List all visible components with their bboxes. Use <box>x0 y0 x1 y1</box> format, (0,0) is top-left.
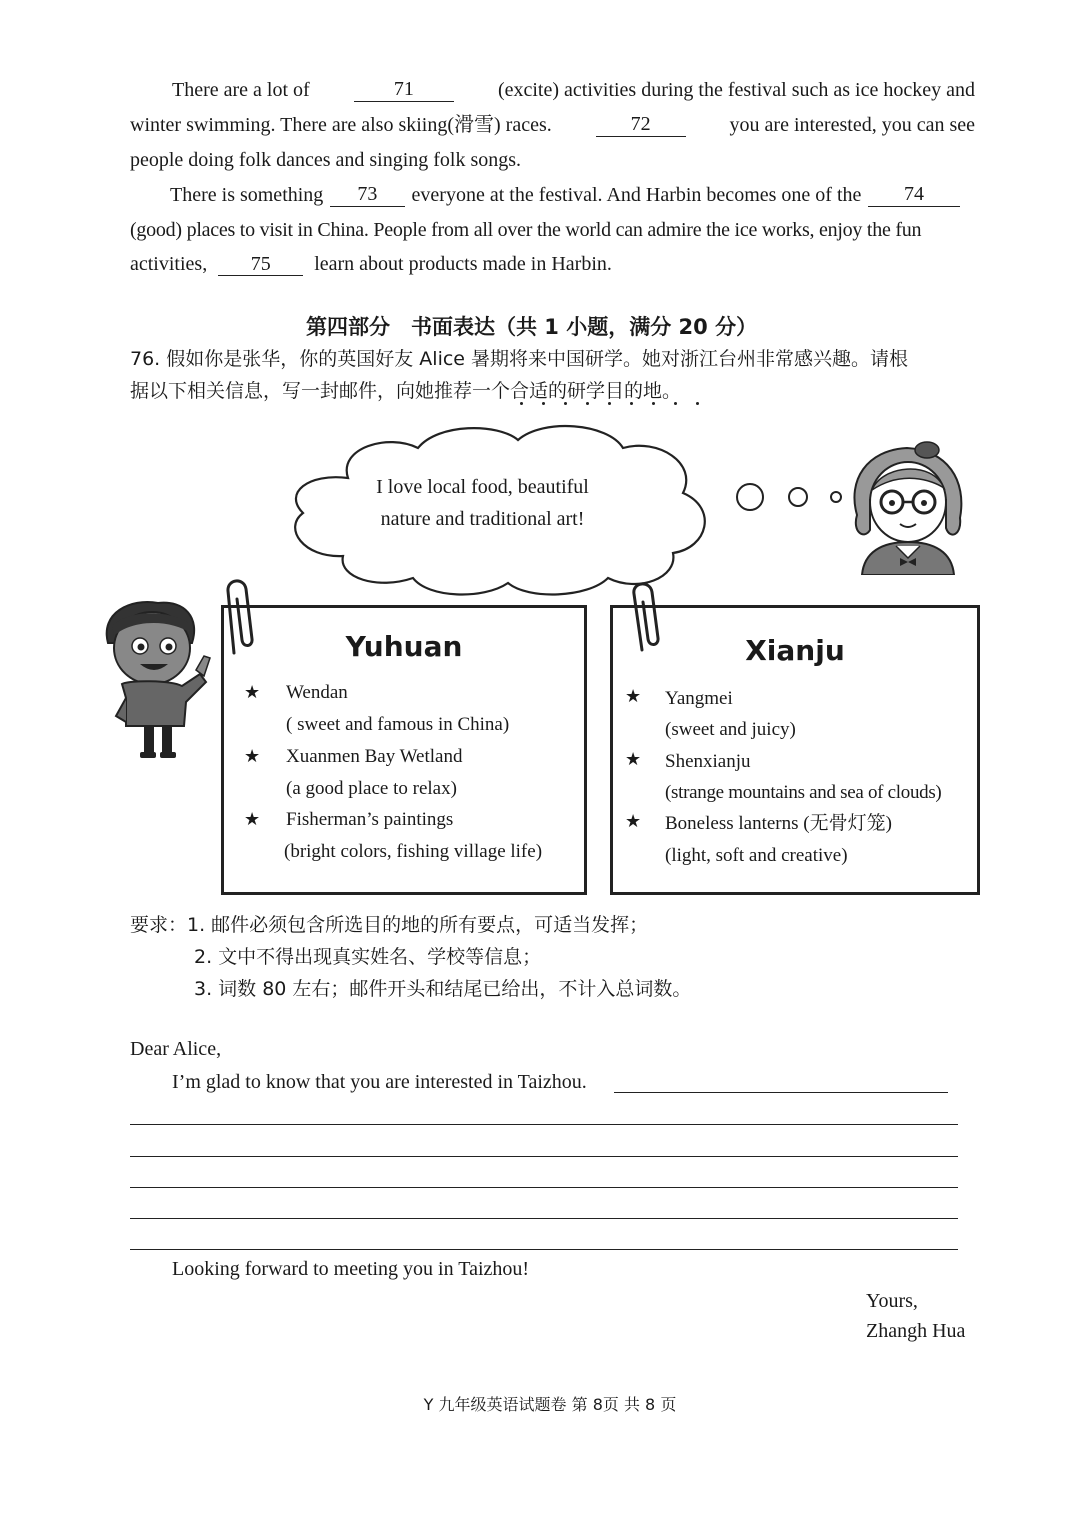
emphasis-dot <box>520 402 523 405</box>
blank-71: 71 <box>354 78 454 102</box>
letter-opening: I’m glad to know that you are interested in Taizhou. <box>172 1071 587 1093</box>
xianju-item-1: Yangmei <box>665 688 733 709</box>
yuhuan-item-3-desc: (bright colors, fishing village life) <box>284 841 543 862</box>
text: There is something <box>170 184 324 206</box>
text: There are a lot of <box>172 79 310 101</box>
emphasis-dot <box>608 402 611 405</box>
writing-line[interactable] <box>130 1249 958 1250</box>
thought-dots <box>732 480 847 515</box>
requirements-label: 要求： <box>130 914 188 936</box>
emphasis-dot <box>630 402 633 405</box>
paperclip-icon <box>222 573 262 661</box>
emphasis-dot <box>564 402 567 405</box>
requirements <box>130 910 648 937</box>
emphasis-dot <box>542 402 545 405</box>
star-icon: ★ <box>244 809 261 830</box>
letter-greeting: Dear Alice, <box>130 1038 222 1060</box>
section-title: 第四部分 书面表达（共 1 小题，满分 20 分） <box>306 315 758 339</box>
bubble-line-1: I love local food, beautiful <box>376 476 589 498</box>
cloze-line-4 <box>170 183 960 207</box>
question-line-1: 76. 假如你是张华，你的英国好友 Alice 暑期将来中国研学。她对浙江台州非常感兴趣。请根 <box>130 348 909 370</box>
writing-line[interactable] <box>614 1092 948 1093</box>
cloze-line-6 <box>130 252 612 276</box>
requirement-2: 2. 文中不得出现真实姓名、学校等信息； <box>194 946 542 968</box>
emphasis-dot <box>652 402 655 405</box>
letter-sign-name: Zhangh Hua <box>866 1320 966 1342</box>
star-icon: ★ <box>244 682 261 703</box>
text: you are interested, you can see <box>729 114 975 136</box>
blank-72: 72 <box>596 113 686 137</box>
requirement-3: 3. 词数 80 左右；邮件开头和结尾已给出，不计入总词数。 <box>194 978 692 1000</box>
card-yuhuan <box>221 605 587 895</box>
cloze-line-1 <box>172 78 975 102</box>
blank-74: 74 <box>868 183 960 207</box>
yuhuan-item-3: Fisherman’s paintings <box>286 809 454 830</box>
bubble-line-2: nature and traditional art! <box>380 508 585 530</box>
yuhuan-item-1: Wendan <box>286 682 348 703</box>
star-icon: ★ <box>625 811 642 832</box>
writing-line[interactable] <box>130 1156 958 1157</box>
writing-line[interactable] <box>130 1124 958 1125</box>
text: learn about products made in Harbin. <box>314 253 612 275</box>
xianju-item-2-desc: (strange mountains and sea of clouds) <box>665 782 942 803</box>
xianju-item-2: Shenxianju <box>665 751 751 772</box>
emphasis-dot <box>696 402 699 405</box>
writing-line[interactable] <box>130 1187 958 1188</box>
girl-illustration <box>842 440 972 575</box>
letter-sign-yours: Yours, <box>866 1290 918 1312</box>
paperclip-icon <box>628 576 668 656</box>
page-footer: Y 九年级英语试题卷 第 8页 共 8 页 <box>423 1395 677 1414</box>
text: (excite) activities during the festival such as ice hockey and <box>497 79 975 101</box>
xianju-item-3: Boneless lanterns (无骨灯笼) <box>665 813 892 834</box>
cloze-line-2 <box>130 113 975 137</box>
yuhuan-item-2: Xuanmen Bay Wetland <box>286 746 463 767</box>
xianju-item-1-desc: (sweet and juicy) <box>665 719 796 740</box>
letter-closing: Looking forward to meeting you in Taizhou! <box>172 1258 530 1280</box>
cloze-line-5: (good) places to visit in China. People from all over the world can admire the ice works, enjoy the fun <box>130 219 922 241</box>
boy-illustration <box>100 598 218 760</box>
emphasis-dot <box>674 402 677 405</box>
cloze-line-3: people doing folk dances and singing folk songs. <box>130 149 522 171</box>
yuhuan-item-1-desc: ( sweet and famous in China) <box>286 714 510 735</box>
star-icon: ★ <box>244 746 261 767</box>
card-yuhuan-title: Yuhuan <box>345 630 463 663</box>
bubble-text <box>300 471 665 535</box>
card-xianju-title: Xianju <box>745 634 845 667</box>
question-line-2: 据以下相关信息，写一封邮件，向她推荐一个合适的研学目的地。 <box>130 380 682 402</box>
star-icon: ★ <box>625 749 642 770</box>
text: activities, <box>130 253 208 275</box>
blank-75: 75 <box>218 253 303 276</box>
star-icon: ★ <box>625 686 642 707</box>
blank-73: 73 <box>330 183 405 207</box>
text: winter swimming. There are also skiing(滑雪) races. <box>130 114 552 136</box>
emphasis-dot <box>586 402 589 405</box>
xianju-item-3-desc: (light, soft and creative) <box>665 845 848 866</box>
requirement-1: 1. 邮件必须包含所选目的地的所有要点，可适当发挥； <box>187 914 649 936</box>
text: everyone at the festival. And Harbin becomes one of the <box>411 184 862 206</box>
writing-line[interactable] <box>130 1218 958 1219</box>
yuhuan-item-2-desc: (a good place to relax) <box>286 778 457 799</box>
